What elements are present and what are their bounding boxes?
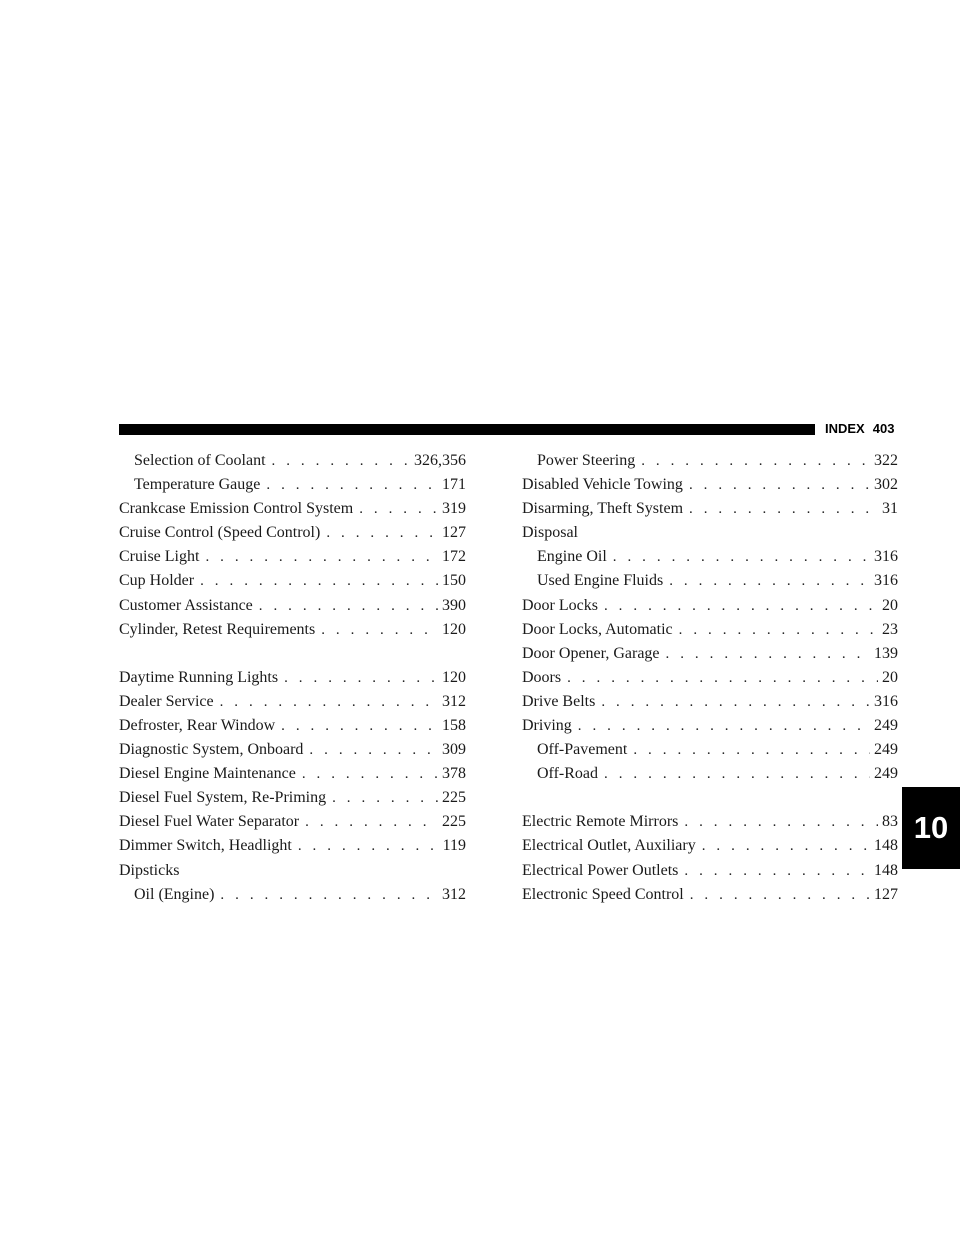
dot-leader [690, 883, 870, 907]
index-page-ref: 148 [874, 837, 898, 855]
index-subentry [522, 569, 898, 593]
index-page-ref: 326,356 [414, 452, 466, 469]
index-page-ref: 309 [442, 741, 466, 759]
index-term: Dipsticks [119, 861, 180, 879]
index-page-ref: 139 [874, 644, 898, 662]
index-term: Off-Pavement [537, 741, 628, 759]
index-entry [119, 497, 466, 521]
dot-leader [669, 569, 870, 593]
section-gap [119, 642, 466, 666]
dot-leader [567, 666, 878, 690]
index-term: Dimmer Switch, Headlight [119, 837, 292, 855]
index-term: Diesel Engine Maintenance [119, 765, 296, 783]
index-term: Door Opener, Garage [522, 644, 660, 662]
index-entry [119, 521, 466, 545]
dot-leader [702, 834, 870, 858]
index-page-ref: 119 [442, 837, 466, 855]
index-term: Engine Oil [537, 548, 607, 566]
index-page-ref: 150 [442, 572, 466, 590]
dot-leader [284, 666, 438, 690]
index-page-ref: 158 [442, 716, 466, 734]
index-entry [119, 545, 466, 569]
index-page-ref: 83 [882, 813, 898, 831]
page-number: 403 [872, 421, 895, 436]
dot-leader [666, 642, 870, 666]
index-page-ref: 249 [874, 765, 898, 783]
index-term: Defroster, Rear Window [119, 716, 276, 734]
index-page-ref: 378 [442, 765, 466, 783]
index-term: Doors [522, 668, 562, 686]
dot-leader [321, 618, 438, 642]
index-term: Diesel Fuel System, Re-Priming [119, 789, 327, 807]
index-entry [522, 618, 898, 642]
index-entry [522, 690, 898, 714]
dot-leader [281, 714, 438, 738]
index-term: Drive Belts [522, 692, 596, 710]
dot-leader [604, 762, 870, 786]
dot-leader [633, 738, 870, 762]
index-term: Daytime Running Lights [119, 668, 279, 686]
index-term: Selection of Coolant [134, 452, 266, 469]
dot-leader [205, 545, 438, 569]
index-entry [119, 714, 466, 738]
index-entry [522, 642, 898, 666]
index-page-ref: 120 [442, 620, 466, 638]
index-page-ref: 20 [882, 668, 898, 686]
index-page-ref: 120 [442, 668, 466, 686]
dot-leader [302, 762, 438, 786]
index-page-ref: 312 [442, 692, 466, 710]
index-subentry [119, 473, 466, 497]
index-page-ref: 316 [874, 692, 898, 710]
index-term: Disposal [522, 524, 578, 542]
index-page-ref: 225 [442, 789, 466, 807]
index-term: Electric Remote Mirrors [522, 813, 679, 831]
chapter-tab: 10 [902, 787, 960, 869]
header-rule [119, 424, 815, 435]
index-heading [119, 859, 466, 883]
index-subentry [522, 762, 898, 786]
index-subentry [522, 545, 898, 569]
index-page-ref: 316 [874, 548, 898, 566]
index-subentry [522, 449, 898, 473]
section-title: INDEX [825, 421, 865, 436]
index-term: Dealer Service [119, 692, 214, 710]
dot-leader [689, 473, 870, 497]
index-page-ref: 312 [442, 885, 466, 903]
index-subentry [522, 738, 898, 762]
dot-leader [604, 594, 878, 618]
index-page-ref: 322 [874, 452, 898, 469]
index-page-ref: 316 [874, 572, 898, 590]
dot-leader [684, 810, 878, 834]
index-term: Diagnostic System, Onboard [119, 741, 304, 759]
index-term: Oil (Engine) [134, 885, 215, 903]
index-heading [522, 521, 898, 545]
index-term: Electronic Speed Control [522, 885, 684, 903]
dot-leader [220, 690, 438, 714]
index-term: Cruise Control (Speed Control) [119, 524, 321, 542]
index-page-ref: 302 [874, 476, 898, 494]
index-entry [522, 883, 898, 907]
dot-leader [309, 738, 438, 762]
index-page-ref: 390 [442, 596, 466, 614]
index-entry [522, 666, 898, 690]
dot-leader [259, 594, 438, 618]
index-term: Electrical Power Outlets [522, 861, 679, 879]
index-subentry [119, 449, 466, 473]
index-term: Used Engine Fluids [537, 572, 664, 590]
index-page-ref: 249 [874, 717, 898, 735]
index-entry [522, 859, 898, 883]
dot-leader [305, 810, 438, 834]
index-entry [119, 786, 466, 810]
dot-leader [613, 545, 870, 569]
dot-leader [200, 569, 438, 593]
index-entry [119, 762, 466, 786]
dot-leader [332, 786, 438, 810]
dot-leader [641, 449, 870, 473]
index-term: Driving [522, 717, 572, 735]
index-page-ref: 171 [442, 476, 466, 494]
index-entry [522, 473, 898, 497]
index-page-ref: 127 [442, 524, 466, 542]
index-term: Power Steering [537, 452, 636, 469]
index-page-ref: 20 [882, 596, 898, 614]
index-entry [119, 569, 466, 593]
index-page-ref: 225 [442, 813, 466, 831]
index-page-ref: 148 [874, 861, 898, 879]
running-header [825, 420, 894, 438]
index-page-ref: 23 [882, 620, 898, 638]
index-term: Disabled Vehicle Towing [522, 476, 683, 494]
index-page-ref: 127 [874, 885, 898, 903]
index-entry [119, 738, 466, 762]
index-term: Temperature Gauge [134, 476, 261, 494]
index-entry [119, 594, 466, 618]
dot-leader [684, 859, 870, 883]
index-entry [119, 666, 466, 690]
index-term: Electrical Outlet, Auxiliary [522, 837, 696, 855]
index-page-ref: 249 [874, 741, 898, 759]
index-page-ref: 31 [882, 500, 898, 518]
index-entry [522, 834, 898, 858]
index-entry [522, 714, 898, 738]
index-term: Diesel Fuel Water Separator [119, 813, 300, 831]
dot-leader [578, 714, 870, 738]
index-entry [522, 594, 898, 618]
index-term: Cup Holder [119, 572, 195, 590]
dot-leader [266, 473, 438, 497]
index-entry [119, 618, 466, 642]
index-page-ref: 319 [442, 500, 466, 518]
dot-leader [679, 618, 878, 642]
dot-leader [689, 497, 878, 521]
index-term: Customer Assistance [119, 596, 253, 614]
index-subentry [119, 883, 466, 907]
dot-leader [298, 834, 439, 858]
index-entry [119, 834, 466, 858]
dot-leader [220, 883, 438, 907]
index-entry [522, 810, 898, 834]
index-term: Crankcase Emission Control System [119, 500, 354, 518]
index-term: Cruise Light [119, 548, 200, 566]
index-term: Door Locks, Automatic [522, 620, 673, 638]
index-term: Off-Road [537, 765, 599, 783]
dot-leader [272, 449, 410, 473]
index-term: Door Locks [522, 596, 598, 614]
index-column-right [522, 449, 898, 907]
index-column-left [119, 449, 466, 907]
section-gap [522, 786, 898, 810]
index-entry [522, 497, 898, 521]
dot-leader [601, 690, 870, 714]
index-entry [119, 810, 466, 834]
index-entry [119, 690, 466, 714]
dot-leader [326, 521, 438, 545]
dot-leader [359, 497, 438, 521]
index-term: Cylinder, Retest Requirements [119, 620, 316, 638]
index-term: Disarming, Theft System [522, 500, 684, 518]
index-page-ref: 172 [442, 548, 466, 566]
